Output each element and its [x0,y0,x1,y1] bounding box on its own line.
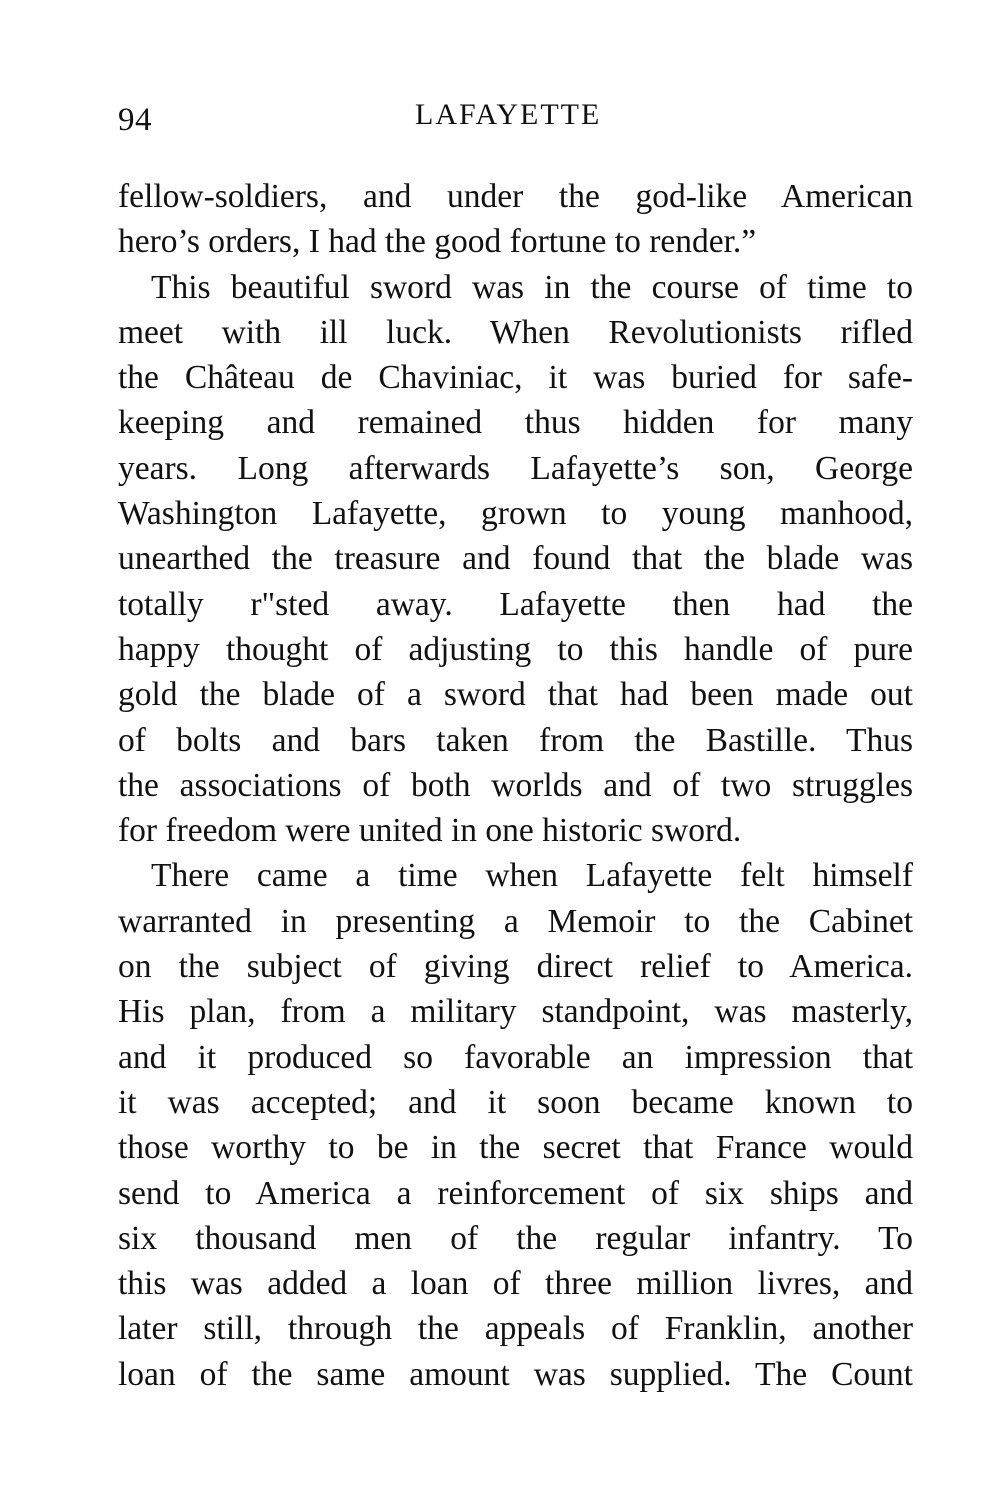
text-line: unearthed the treasure and found that the blade was [118,540,913,578]
text-line: it was accepted; and it soon became known to [118,1083,913,1121]
text-line: years. Long afterwards Lafayette’s son, George [118,449,913,487]
text-line: six thousand men of the regular infantry. To [118,1219,913,1257]
text-line: meet with ill luck. When Revolutionists rifled [118,313,913,351]
paragraph [118,174,913,265]
text-line: for freedom were united in one historic sword. [118,812,742,850]
text-line: Washington Lafayette, grown to young manhood, [118,495,913,533]
text-line: This beautiful sword was in the course of time to [151,268,913,306]
page-number: 94 [118,102,152,138]
text-line: totally r"sted away. Lafayette then had the [118,585,913,623]
text-line: gold the blade of a sword that had been made out [118,676,913,714]
text-line: hero’s orders, I had the good fortune to render.” [118,223,757,261]
text-line: those worthy to be in the secret that France would [118,1129,913,1167]
text-line: later still, through the appeals of Franklin, another [118,1310,913,1348]
text-line: fellow-soldiers, and under the god-like American [118,178,913,215]
text-line: and it produced so favorable an impression that [118,1038,913,1076]
text-line: warranted in presenting a Memoir to the Cabinet [118,902,913,940]
text-line: the Château de Chaviniac, it was buried for safe- [118,359,913,397]
text-line: keeping and remained thus hidden for many [118,404,913,442]
text-line: His plan, from a military standpoint, was masterly, [118,993,913,1031]
text-line: on the subject of giving direct relief to America. [118,948,913,986]
running-head [118,98,913,142]
text-line: of bolts and bars taken from the Bastille. Thus [118,721,913,759]
text-line: loan of the same amount was supplied. The Count [118,1355,913,1393]
text-line: There came a time when Lafayette felt himself [151,857,913,895]
text-line: happy thought of adjusting to this handle of pure [118,630,913,668]
paragraph [118,853,913,1397]
text-line: the associations of both worlds and of two struggles [118,766,913,804]
text-line: send to America a reinforcement of six ships and [118,1174,913,1212]
paragraph [118,265,913,854]
text-line: this was added a loan of three million livres, and [118,1265,913,1303]
running-title: LAFAYETTE [415,98,602,131]
body-text [118,174,913,1397]
